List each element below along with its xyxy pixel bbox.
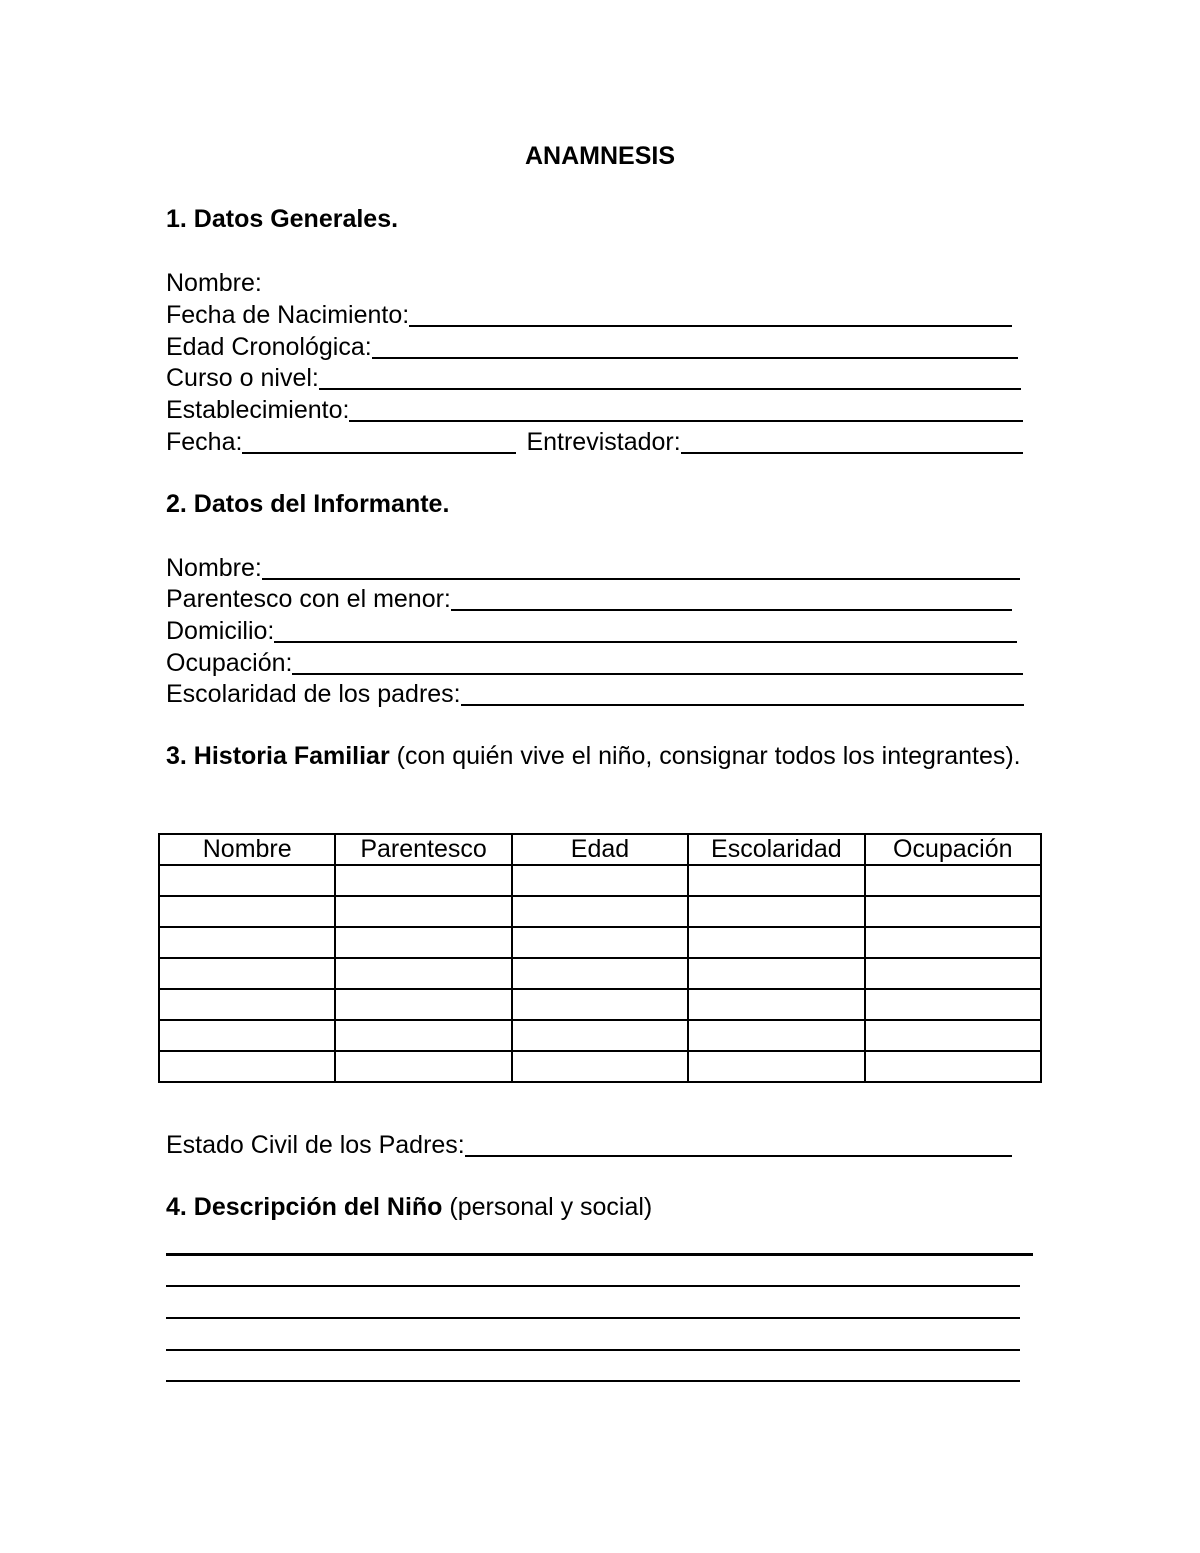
table-cell[interactable] (512, 989, 688, 1020)
escolaridad-padres-blank[interactable] (461, 682, 1024, 706)
document-title: ANAMNESIS (524, 142, 675, 170)
section-3-heading (166, 741, 1032, 772)
table-cell[interactable] (159, 865, 335, 896)
curso-nivel-blank[interactable] (319, 366, 1021, 390)
field-label: Curso o nivel: (166, 364, 319, 392)
column-header-nombre: Nombre (159, 834, 335, 865)
table-cell[interactable] (688, 896, 864, 927)
table-row (159, 1020, 1041, 1051)
table-row (159, 896, 1041, 927)
table-cell[interactable] (512, 1051, 688, 1082)
table-cell[interactable] (865, 1051, 1041, 1082)
table-cell[interactable] (688, 1051, 864, 1082)
field-row-curso-nivel (166, 361, 1021, 393)
table-row (159, 1051, 1041, 1082)
field-row-nombre-nino (166, 266, 262, 298)
edad-cronologica-blank[interactable] (372, 335, 1018, 359)
table-cell[interactable] (688, 958, 864, 989)
field-row-fecha-entrevistador (166, 425, 1023, 457)
table-row (159, 927, 1041, 958)
table-cell[interactable] (159, 989, 335, 1020)
section-2-heading: 2. Datos del Informante. (166, 490, 450, 518)
field-row-ocupacion (166, 646, 1023, 678)
field-label: Nombre: (166, 554, 262, 582)
table-cell[interactable] (159, 1020, 335, 1051)
field-label: Edad Cronológica: (166, 333, 372, 361)
description-line[interactable] (166, 1380, 1020, 1382)
establecimiento-blank[interactable] (349, 398, 1023, 422)
nombre-informante-blank[interactable] (262, 556, 1020, 580)
section-4-instructions: (personal y social) (442, 1193, 653, 1221)
table-cell[interactable] (688, 989, 864, 1020)
fecha-blank[interactable] (242, 430, 516, 454)
field-label: Entrevistador: (526, 428, 681, 456)
estado-civil-blank[interactable] (465, 1133, 1012, 1157)
field-row-fecha-nacimiento (166, 298, 1012, 330)
field-row-nombre-informante (166, 551, 1020, 583)
field-label: Estado Civil de los Padres: (166, 1131, 465, 1159)
table-cell[interactable] (335, 896, 511, 927)
field-row-domicilio (166, 614, 1017, 646)
table-cell[interactable] (512, 958, 688, 989)
field-label: Fecha: (166, 428, 243, 456)
domicilio-blank[interactable] (274, 619, 1017, 643)
table-cell[interactable] (512, 865, 688, 896)
table-cell[interactable] (865, 1020, 1041, 1051)
field-row-establecimiento (166, 393, 1023, 425)
table-cell[interactable] (159, 927, 335, 958)
table-row (159, 865, 1041, 896)
ocupacion-blank[interactable] (292, 651, 1023, 675)
table-cell[interactable] (688, 865, 864, 896)
section-3-instructions: (con quién vive el niño, consignar todos los integrantes). (389, 742, 1021, 770)
table-cell[interactable] (865, 896, 1041, 927)
table-cell[interactable] (865, 989, 1041, 1020)
entrevistador-blank[interactable] (681, 430, 1023, 454)
table-row (159, 989, 1041, 1020)
field-label: Establecimiento: (166, 396, 350, 424)
table-cell[interactable] (688, 927, 864, 958)
table-cell[interactable] (335, 958, 511, 989)
column-header-parentesco: Parentesco (335, 834, 511, 865)
table-cell[interactable] (335, 989, 511, 1020)
table-cell[interactable] (159, 896, 335, 927)
column-header-ocupacion: Ocupación (865, 834, 1041, 865)
field-label: Ocupación: (166, 649, 293, 677)
column-header-edad: Edad (512, 834, 688, 865)
field-label: Domicilio: (166, 617, 275, 645)
table-cell[interactable] (865, 865, 1041, 896)
table-row (159, 958, 1041, 989)
field-row-escolaridad-padres (166, 677, 1024, 709)
field-label: Nombre: (166, 269, 262, 297)
table-cell[interactable] (512, 896, 688, 927)
section-4-heading (166, 1191, 652, 1223)
field-row-estado-civil (166, 1128, 1012, 1160)
table-header-row (159, 834, 1041, 865)
table-cell[interactable] (335, 865, 511, 896)
table-cell[interactable] (512, 1020, 688, 1051)
section-3-title: 3. Historia Familiar (166, 742, 390, 770)
description-line[interactable] (166, 1285, 1020, 1287)
field-label: Parentesco con el menor: (166, 585, 451, 613)
field-row-parentesco (166, 582, 1012, 614)
table-cell[interactable] (159, 958, 335, 989)
fecha-nacimiento-blank[interactable] (409, 303, 1012, 327)
parentesco-blank[interactable] (451, 587, 1012, 611)
section-4-title: 4. Descripción del Niño (166, 1193, 443, 1221)
field-label: Escolaridad de los padres: (166, 680, 461, 708)
field-row-edad-cronologica (166, 330, 1018, 362)
field-label: Fecha de Nacimiento: (166, 301, 410, 329)
section-1-heading: 1. Datos Generales. (166, 205, 399, 233)
description-line[interactable] (166, 1253, 1033, 1256)
table-cell[interactable] (335, 927, 511, 958)
description-line[interactable] (166, 1317, 1020, 1319)
description-line[interactable] (166, 1349, 1020, 1351)
family-history-table (158, 833, 1042, 1083)
column-header-escolaridad: Escolaridad (688, 834, 864, 865)
table-cell[interactable] (159, 1051, 335, 1082)
table-cell[interactable] (688, 1020, 864, 1051)
table-cell[interactable] (865, 958, 1041, 989)
table-cell[interactable] (512, 927, 688, 958)
table-cell[interactable] (335, 1020, 511, 1051)
table-cell[interactable] (865, 927, 1041, 958)
table-cell[interactable] (335, 1051, 511, 1082)
